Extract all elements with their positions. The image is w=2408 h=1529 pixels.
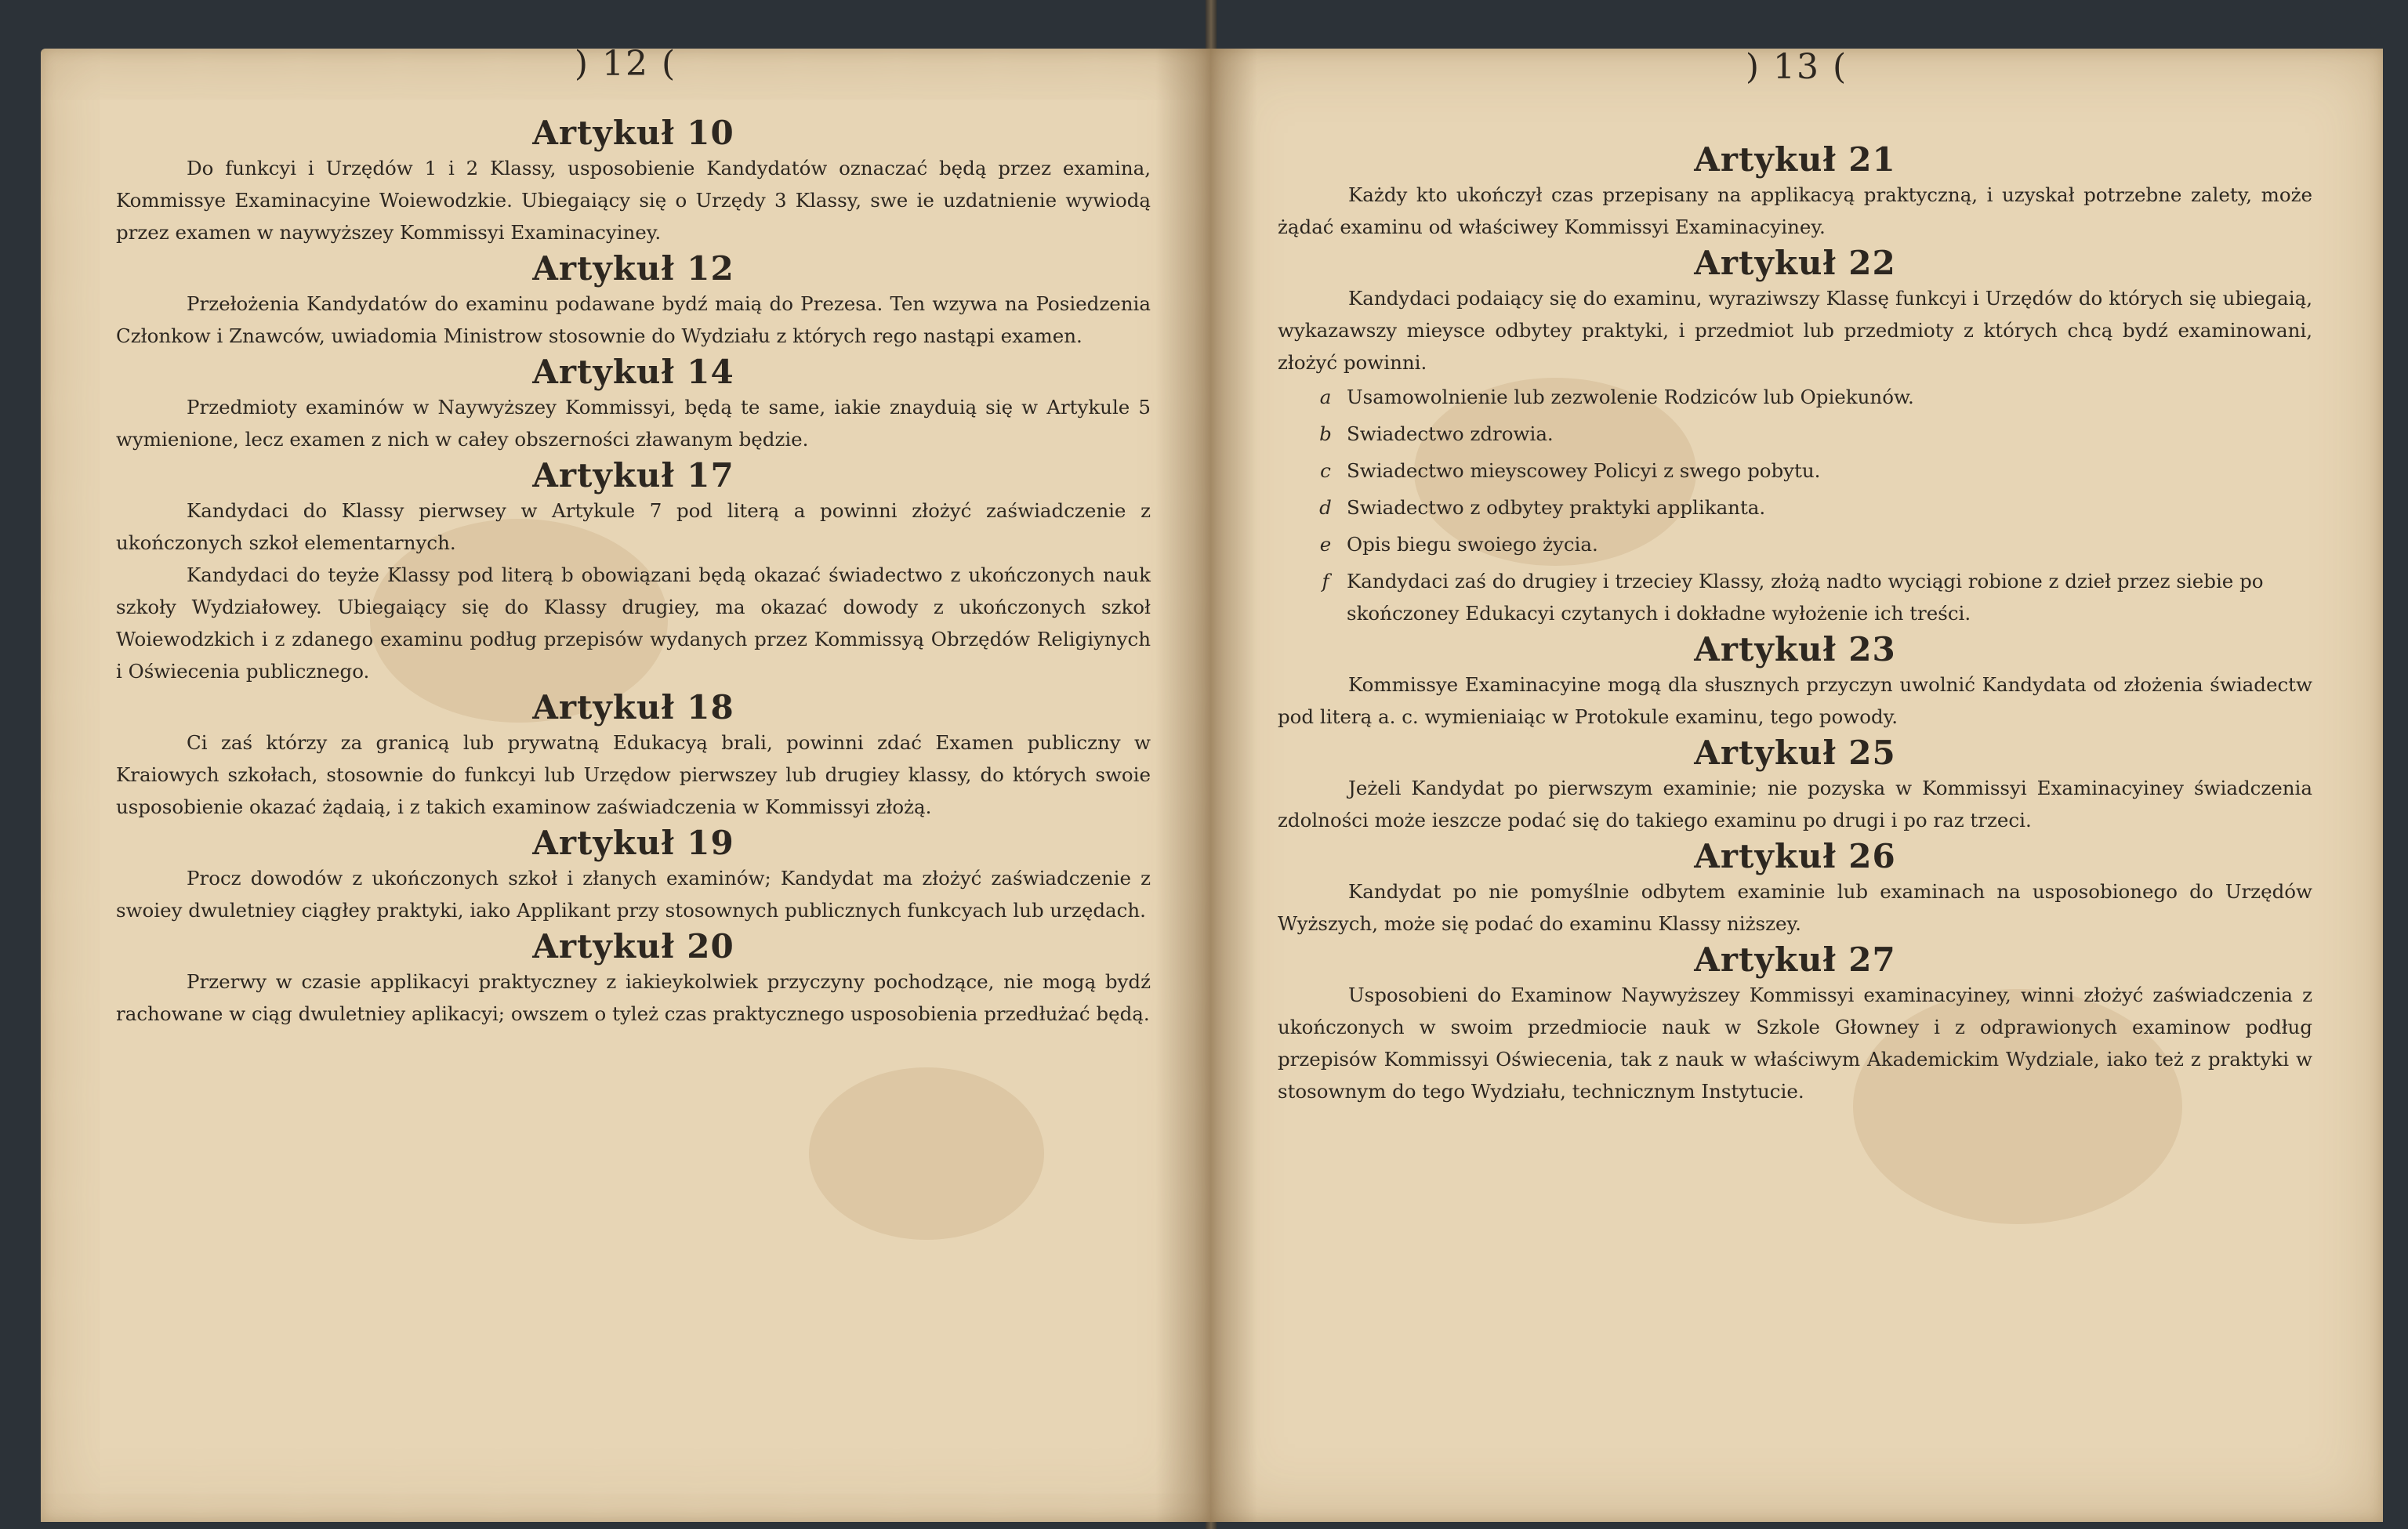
list-item — [1304, 489, 2312, 526]
article-paragraph: Kandydaci podaiący się do examinu, wyraziwszy Klassę funkcyi i Urzędów do których się ubiegaią, wykazawszy mieysce odbytey praktyki, i przedmiot lub przedmioty z których chcą bydź examinowani, złożyć powinni. — [1278, 287, 2312, 374]
list-item — [1304, 415, 2312, 452]
requirements-list — [1278, 379, 2312, 629]
item-text: Usamowolnienie lub zezwolenie Rodziców lub Opiekunów. — [1347, 386, 1914, 408]
article-paragraph: Przełożenia Kandydatów do examinu podawane bydź maią do Prezesa. Ten wzywa na Posiedzenia Członkow i Znawców, uwiadomia Ministrow stosownie do Wydziału z których rego nastąpi examen. — [116, 292, 1151, 347]
article-heading: Artykuł 18 — [532, 688, 734, 726]
article-paragraph: Każdy kto ukończył czas przepisany na applikacyą praktyczną, i uzyskał potrzebne zalety, może żądać examinu od właściwey Kommissyi Examinacyiney. — [1278, 183, 2312, 238]
article-paragraph: Do funkcyi i Urzędów 1 i 2 Klassy, usposobienie Kandydatów oznaczać będą przez examina, Kommissye Examinacyine Woiewodzkie. Ubiegaiący się o Urzędy 3 Klassy, swe ie uzdatnienie wywiodą przez examen w naywyższey Kommissyi Examinacyiney. — [116, 157, 1151, 244]
article-paragraph: Kandydaci do teyże Klassy pod literą b obowiązani będą okazać świadectwo z ukończonych nauk szkoły Wydziałowey. Ubiegaiący się do Klassy drugiey, ma okazać dowody z ukończonych szkoł Woiewodzkich i z zdanego examinu podług przepisów wydanych przez Kommissyą Obrzędów Religiynych i Oświecenia publicznego. — [116, 563, 1151, 683]
article-heading: Artykuł 10 — [532, 114, 734, 152]
item-text: Swiadectwo mieyscowey Policyi z swego pobytu. — [1347, 459, 1821, 482]
item-letter: c — [1320, 459, 1331, 482]
article-heading: Artykuł 27 — [1694, 940, 1896, 979]
article-heading: Artykuł 22 — [1694, 244, 1896, 282]
list-item — [1304, 452, 2312, 489]
article-heading: Artykuł 19 — [532, 824, 734, 862]
item-text: Swiadectwo z odbytey praktyki applikanta. — [1347, 496, 1766, 519]
article-paragraph: Przedmioty examinów w Naywyższey Kommissyi, będą te same, iakie znayduią się w Artykule 5 wymienione, lecz examen z nich w całey obszerności zławanym będzie. — [116, 396, 1151, 451]
article-paragraph: Kommissye Examinacyine mogą dla słusznych przyczyn uwolnić Kandydata od złożenia świadectw pod literą a. c. wymieniaiąc w Protokule examinu, tego powody. — [1278, 673, 2312, 728]
article-heading: Artykuł 26 — [1694, 837, 1896, 875]
right-page — [1210, 49, 2383, 1522]
item-letter: b — [1319, 422, 1332, 445]
article-paragraph: Kandydaci do Klassy pierwsey w Artykule 7 pod literą a powinni złożyć zaświadczenie z ukończonych szkoł elementarnych. — [116, 499, 1151, 554]
paper-stain — [809, 1067, 1044, 1240]
page-number: ) 12 ( — [574, 49, 677, 84]
list-item — [1304, 379, 2312, 415]
article-heading: Artykuł 20 — [532, 927, 734, 966]
article-paragraph: Procz dowodów z ukończonych szkoł i złanych examinów; Kandydat ma złożyć zaświadczenie z swoiey dwuletniey ciągłey praktyki, iako Applikant przy stosownych publicznych funkcyach lub urzędach. — [116, 867, 1151, 922]
article-heading: Artykuł 21 — [1694, 140, 1896, 179]
item-letter: a — [1319, 386, 1332, 408]
article-heading: Artykuł 17 — [532, 456, 734, 495]
item-letter: d — [1319, 496, 1332, 519]
article-heading: Artykuł 23 — [1694, 630, 1896, 668]
article-paragraph: Usposobieni do Examinow Naywyższey Kommissyi examinacyiney, winni złożyć zaświadczenia z ukończonych w swoim przedmiocie nauk w Szkole Głowney i z odprawionych examinow podług przepisów Kommissyi Oświecenia, tak z nauk w właściwym Akademickim Wydziale, iako też z praktyki w stosownym do tego Wydziału, technicznym Instytucie. — [1278, 984, 2312, 1103]
left-page — [41, 49, 1210, 1522]
page-number: ) 13 ( — [1745, 49, 1848, 87]
item-letter: e — [1319, 533, 1332, 556]
article-heading: Artykuł 14 — [532, 353, 734, 391]
list-item — [1304, 563, 2312, 629]
article-paragraph: Jeżeli Kandydat po pierwszym examinie; nie pozyska w Kommissyi Examinacyiney świadczenia zdolności może ieszcze podać się do takiego examinu po drugi i po raz trzeci. — [1278, 777, 2312, 832]
article-paragraph: Przerwy w czasie applikacyi praktyczney z iakieykolwiek przyczyny pochodzące, nie mogą bydź rachowane w ciąg dwuletniey aplikacyi; owszem o tyleż czas praktycznego usposobienia przedłużać będą. — [116, 970, 1151, 1025]
item-text: Swiadectwo zdrowia. — [1347, 422, 1554, 445]
article-paragraph: Kandydat po nie pomyślnie odbytem examinie lub examinach na usposobionego do Urzędów Wyższych, może się podać do examinu Klassy niższey. — [1278, 880, 2312, 935]
article-heading: Artykuł 25 — [1694, 734, 1896, 772]
item-text: Kandydaci zaś do drugiey i trzeciey Klassy, złożą nadto wyciągi robione z dzieł przez siebie po skończoney Edukacyi czytanych i dokładne wyłożenie ich treści. — [1347, 570, 2264, 625]
article-paragraph: Ci zaś którzy za granicą lub prywatną Edukacyą brali, powinni zdać Examen publiczny w Kraiowych szkołach, stosownie do funkcyi lub Urzędow pierwszey lub drugiey klassy, do których swoie usposobienie okazać żądaią, i z takich examinow zaświadczenia w Kommissyi złożą. — [116, 731, 1151, 818]
item-letter: f — [1322, 570, 1329, 592]
left-page-text — [116, 114, 1151, 1030]
right-page-text — [1278, 141, 2312, 1107]
article-heading: Artykuł 12 — [532, 249, 734, 288]
item-text: Opis biegu swoiego życia. — [1347, 533, 1598, 556]
list-item — [1304, 526, 2312, 563]
